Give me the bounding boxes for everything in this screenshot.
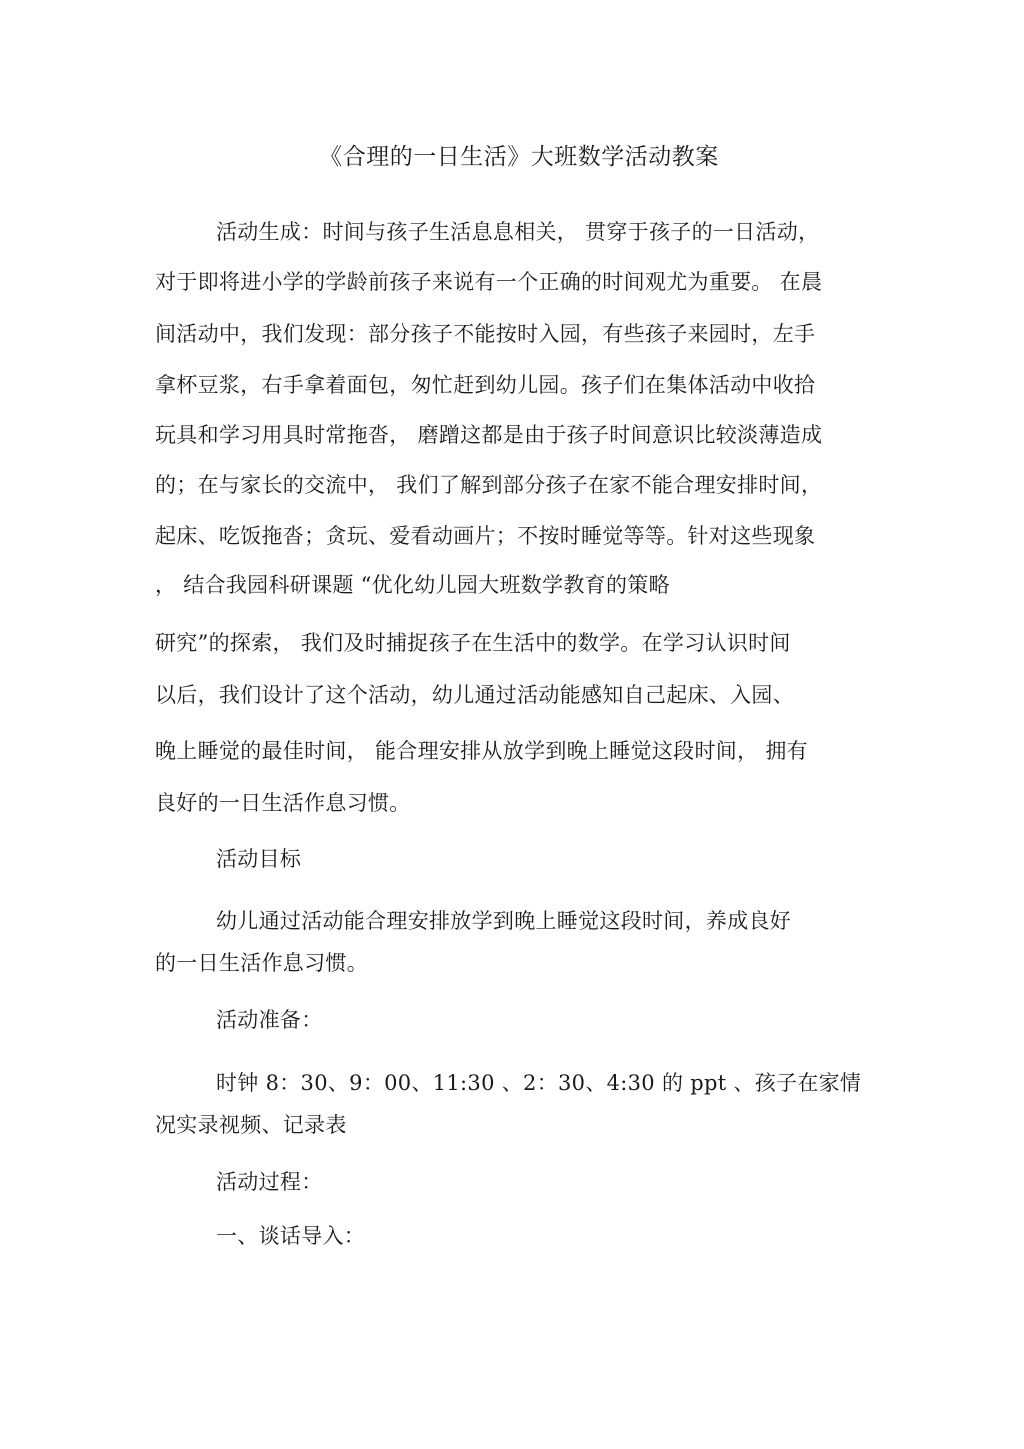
paragraph-line: 起床、吃饭拖沓；贪玩、爱看动画片；不按时睡觉等等。针对这些现象 — [155, 524, 816, 548]
paragraph-line: 况实录视频、记录表 — [155, 1113, 347, 1137]
paragraph-line: 拿杯豆浆，右手拿着面包，匆忙赶到幼儿园。孩子们在集体活动中收拾 — [155, 373, 816, 397]
paragraph-line: 研究”的探索， 我们及时捕捉孩子在生活中的数学。在学习认识时间 — [155, 631, 791, 655]
section-heading-goal: 活动目标 — [216, 847, 302, 871]
subsection-heading: 一、谈话导入： — [216, 1224, 366, 1248]
paragraph-line: 活动生成：时间与孩子生活息息相关， 贯穿于孩子的一日活动， — [216, 220, 820, 244]
paragraph-line: 对于即将进小学的学龄前孩子来说有一个正确的时间观尤为重要。 在晨 — [155, 270, 823, 294]
paragraph-line: 玩具和学习用具时常拖沓， 磨蹭这都是由于孩子时间意识比较淡薄造成 — [155, 423, 823, 447]
section-heading-process: 活动过程： — [216, 1170, 323, 1194]
paragraph-line: 的；在与家长的交流中， 我们了解到部分孩子在家不能合理安排时间， — [155, 473, 823, 497]
paragraph-line: ， 结合我园科研课题 “优化幼儿园大班数学教育的策略 — [155, 573, 670, 597]
section-heading-preparation: 活动准备： — [216, 1008, 323, 1032]
paragraph-line: 间活动中，我们发现：部分孩子不能按时入园，有些孩子来园时，左手 — [155, 322, 816, 346]
paragraph-line: 以后，我们设计了这个活动，幼儿通过活动能感知自己起床、入园、 — [155, 683, 794, 707]
paragraph-line: 良好的一日生活作息习惯。 — [155, 791, 411, 815]
paragraph-line: 晚上睡觉的最佳时间， 能合理安排从放学到晚上睡觉这段时间， 拥有 — [155, 739, 808, 763]
document-title: 《合理的一日生活》大班数学活动教案 — [319, 144, 719, 170]
paragraph-line: 幼儿通过活动能合理安排放学到晚上睡觉这段时间，养成良好 — [216, 909, 792, 933]
paragraph-line: 时钟 8：30、9：00、11:30 、2：30、4:30 的 ppt 、孩子在家情 — [216, 1071, 862, 1095]
paragraph-line: 的一日生活作息习惯。 — [155, 951, 368, 975]
